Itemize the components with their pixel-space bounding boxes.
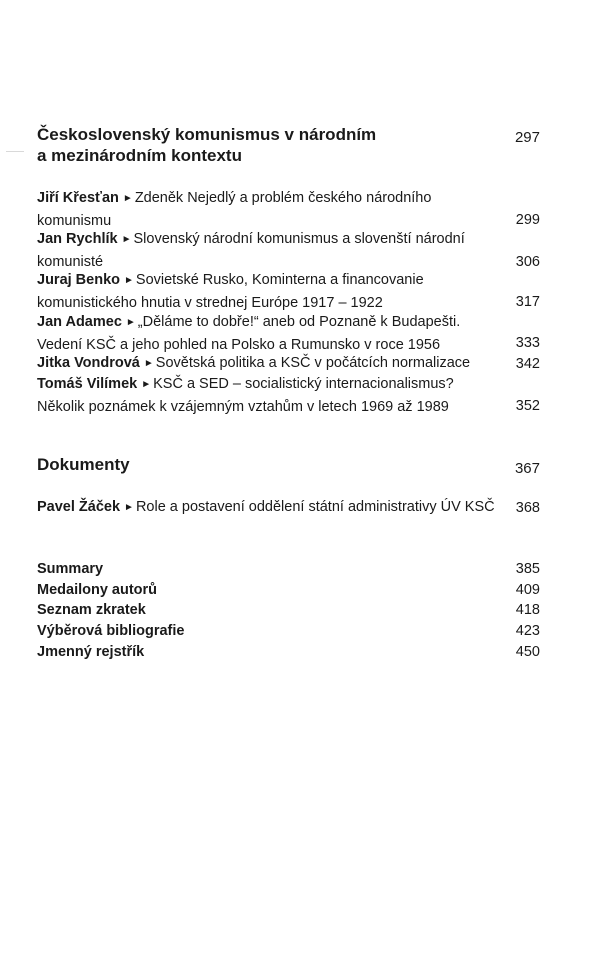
- section-page-number: 297: [514, 129, 540, 146]
- entry-page-number: 317: [515, 294, 540, 310]
- section-title-line: Československý komunismus v národním: [37, 125, 377, 144]
- entry-line: [37, 497, 540, 520]
- section-title-documents: [37, 454, 477, 475]
- entry-author: Jiří Křesťan: [37, 190, 119, 206]
- entry-page-number: 352: [515, 398, 540, 414]
- toc-entry: [37, 353, 540, 376]
- arrow-icon: ►: [124, 275, 134, 286]
- entry-author: Tomáš Vilímek: [37, 376, 138, 392]
- section-title-line: a mezinárodním kontextu: [37, 146, 242, 165]
- arrow-icon: ►: [122, 193, 133, 204]
- entry-line: [37, 229, 540, 252]
- entry-page-number: 306: [515, 254, 540, 270]
- entry-line: [37, 353, 540, 376]
- entry-page-number: 299: [515, 212, 540, 228]
- arrow-icon: ►: [141, 379, 152, 390]
- entry-author: Jan Adamec: [37, 314, 122, 330]
- entry-title: KSČ a SED – socialistický internacionalismus?: [153, 376, 454, 392]
- arrow-icon: ►: [124, 502, 134, 513]
- entry-line: Několik poznámek k vzájemným vztahům v letech 1969 až 1989: [37, 398, 449, 415]
- toc-entry: [37, 497, 540, 520]
- entry-title: Zdeněk Nejedlý a problém českého národního: [134, 190, 432, 206]
- back-matter-page-number: 423: [515, 623, 540, 639]
- entry-page-number: 333: [515, 335, 540, 351]
- back-matter-page-number: 385: [515, 561, 540, 577]
- back-matter-item: [37, 559, 540, 580]
- toc-entry: [37, 229, 540, 272]
- back-matter-page-number: 409: [515, 582, 540, 598]
- back-matter-item: [37, 642, 540, 663]
- entry-line: [37, 270, 540, 293]
- back-matter-label: Jmenný rejstřík: [37, 644, 145, 660]
- entry-page-number: 342: [515, 356, 540, 372]
- back-matter-item: [37, 580, 540, 601]
- section-title-line: Dokumenty: [37, 455, 130, 474]
- entry-title: Sovětská politika a KSČ v počátcích normalizace: [155, 355, 471, 371]
- entry-author: Pavel Žáček: [37, 499, 121, 515]
- entry-line: komunisté: [37, 253, 104, 270]
- entry-author: Juraj Benko: [37, 272, 120, 288]
- entry-line: komunismu: [37, 212, 112, 229]
- entry-page-number: 368: [515, 500, 540, 516]
- entry-title: Role a postavení oddělení státní administrativy ÚV KSČ: [135, 499, 495, 515]
- entry-title: Sovietské Rusko, Kominterna a financovanie: [135, 272, 424, 288]
- back-matter-item: [37, 600, 540, 621]
- scan-mark: [6, 151, 24, 152]
- entry-line: Vedení KSČ a jeho pohled na Polsko a Rumunsko v roce 1956: [37, 336, 441, 353]
- entry-line: [37, 374, 540, 397]
- entry-title: „Děláme to dobře!“ aneb od Poznaně k Budapešti.: [137, 314, 461, 330]
- entry-line: [37, 188, 540, 211]
- back-matter-label: Medailony autorů: [37, 582, 158, 598]
- entry-line: [37, 312, 540, 335]
- toc-entry: [37, 270, 540, 313]
- back-matter-page-number: 418: [515, 602, 540, 618]
- arrow-icon: ►: [121, 234, 132, 245]
- section-title-czechoslovak-communism: [37, 124, 477, 166]
- entry-line: komunistického hnutia v strednej Európe 1917 – 1922: [37, 294, 383, 311]
- toc-entry: [37, 312, 540, 355]
- back-matter-label: Summary: [37, 561, 104, 577]
- arrow-icon: ►: [125, 317, 136, 328]
- section-page-number: 367: [514, 460, 540, 477]
- back-matter-label: Výběrová bibliografie: [37, 623, 185, 639]
- back-matter-page-number: 450: [515, 644, 540, 660]
- toc-entry: [37, 374, 540, 417]
- arrow-icon: ►: [143, 358, 154, 369]
- back-matter-label: Seznam zkratek: [37, 602, 146, 618]
- back-matter-item: [37, 621, 540, 642]
- entry-title: Slovenský národní komunismus a slovenští národní: [133, 231, 465, 247]
- entry-author: Jitka Vondrová: [37, 355, 140, 371]
- entry-author: Jan Rychlík: [37, 231, 118, 247]
- toc-entry: [37, 188, 540, 231]
